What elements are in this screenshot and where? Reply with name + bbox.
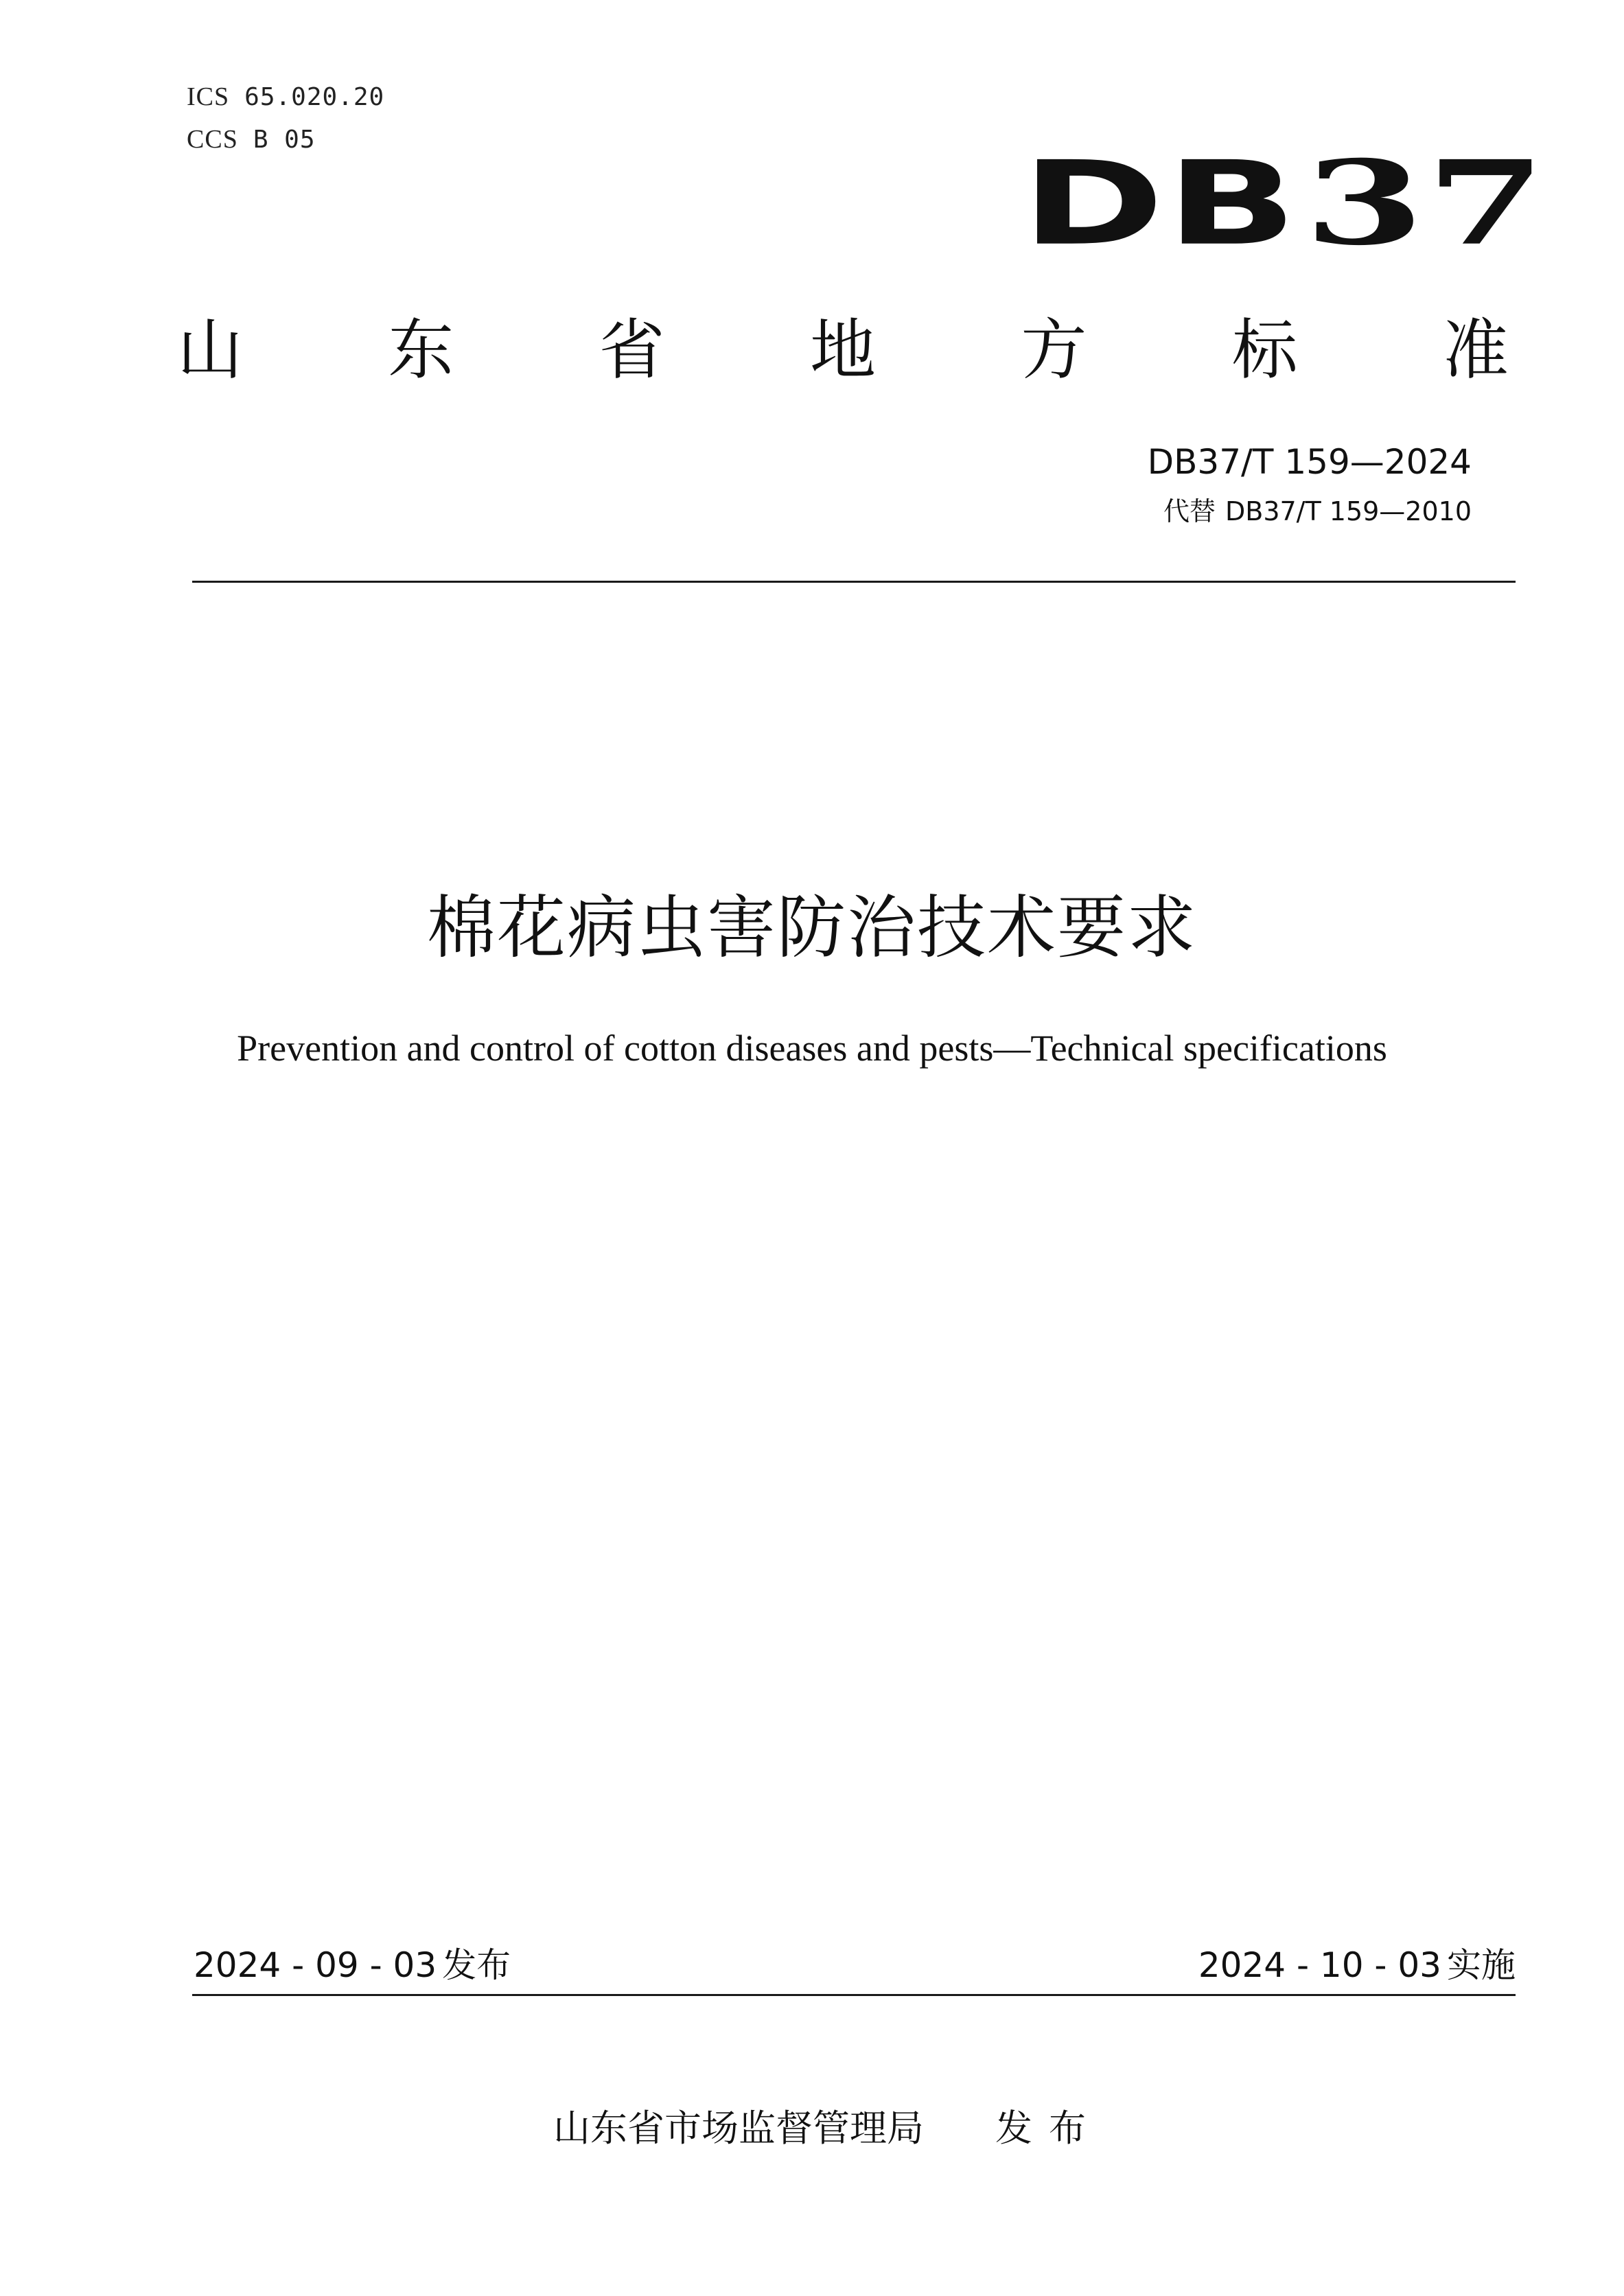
heading-char: 省 — [599, 312, 665, 389]
publisher-name: 山东省市场监督管理局 — [553, 2107, 924, 2150]
heading-char: 地 — [809, 312, 876, 389]
publisher-line — [553, 2107, 1102, 2150]
ics-label: ICS — [187, 82, 230, 111]
ics-code — [187, 84, 384, 110]
issue-date-suffix: 发布 — [442, 1945, 511, 1985]
title-english: Prevention and control of cotton diseases and pests—Technical specifications — [237, 1028, 1387, 1069]
issue-date-value: 2024 - 09 - 03 — [194, 1945, 437, 1985]
logo-number: 37 — [1304, 135, 1548, 272]
publisher-action: 发布 — [995, 2107, 1102, 2150]
heading-char: 标 — [1231, 312, 1298, 389]
bottom-divider — [192, 1994, 1516, 1996]
heading-char: 山 — [177, 312, 243, 389]
implementation-date — [1198, 1945, 1516, 1985]
title-chinese: 棉花病虫害防治技术要求 — [427, 888, 1197, 968]
ics-value: 65.020.20 — [244, 83, 385, 111]
issue-date — [194, 1945, 511, 1985]
ccs-code — [187, 126, 316, 152]
standard-number: DB37/T 159—2024 — [1147, 442, 1472, 482]
logo-prefix: DB — [1021, 137, 1299, 272]
ccs-label: CCS — [187, 125, 238, 154]
province-standard-heading — [177, 312, 1509, 389]
heading-char: 准 — [1442, 312, 1509, 389]
implementation-date-suffix: 实施 — [1447, 1945, 1516, 1985]
db37-logo — [1021, 135, 1548, 272]
top-divider — [192, 581, 1516, 583]
replaces-label: 代替 — [1163, 496, 1216, 526]
ccs-value: B 05 — [253, 126, 316, 154]
heading-char: 东 — [388, 312, 454, 389]
implementation-date-value: 2024 - 10 - 03 — [1198, 1945, 1441, 1985]
heading-char: 方 — [1021, 312, 1087, 389]
replaces-number: DB37/T 159—2010 — [1225, 496, 1472, 526]
replaced-standard — [1163, 498, 1472, 524]
